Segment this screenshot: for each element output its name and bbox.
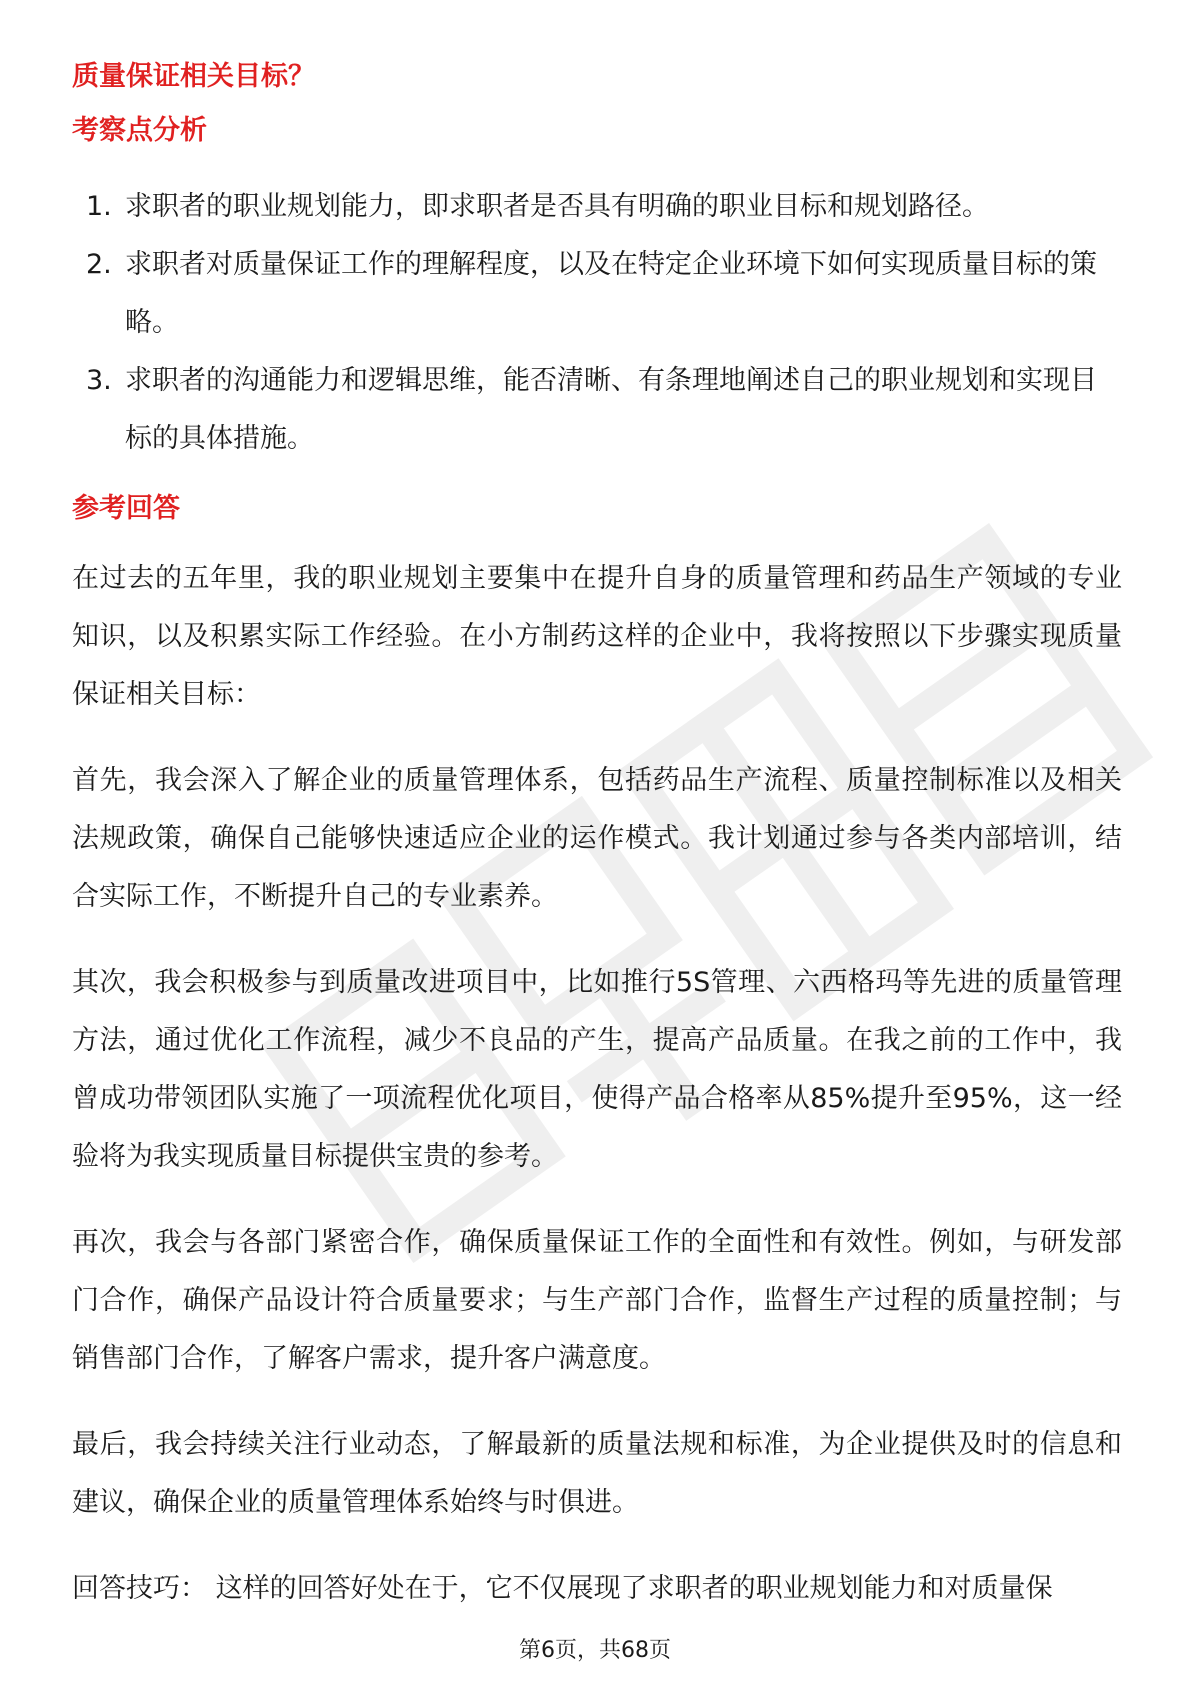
analysis-item-number: 1.: [86, 191, 112, 222]
question-title: 质量保证相关目标？: [72, 61, 315, 92]
analysis-item-text: 求职者的沟通能力和逻辑思维，能否清晰、有条理地阐述自己的职业规划和实现目标的具体措施。: [125, 365, 1097, 454]
answer-paragraph-third: 再次，我会与各部门紧密合作，确保质量保证工作的全面性和有效性。例如，与研发部门合作，确保产品设计符合质量要求；与生产部门合作，监督生产过程的质量控制；与销售部门合作，了解客户需求，提升客户满意度。: [72, 1227, 1122, 1374]
answer-heading: 参考回答: [72, 493, 180, 524]
answer-paragraph-first: 首先，我会深入了解企业的质量管理体系，包括药品生产流程、质量控制标准以及相关法规政策，确保自己能够快速适应企业的运作模式。我计划通过参与各类内部培训，结合实际工作，不断提升自己的专业素养。: [72, 765, 1122, 912]
page-number-footer: 第6页，共68页: [519, 1638, 671, 1663]
analysis-item: [72, 236, 1122, 352]
answer-tips: 回答技巧： 这样的回答好处在于，它不仅展现了求职者的职业规划能力和对质量保: [72, 1573, 1053, 1604]
analysis-item-text: 求职者对质量保证工作的理解程度，以及在特定企业环境下如何实现质量目标的策略。: [125, 249, 1097, 338]
analysis-list: [72, 178, 1122, 468]
answer-paragraph-second: 其次，我会积极参与到质量改进项目中，比如推行5S管理、六西格玛等先进的质量管理方法，通过优化工作流程，减少不良品的产生，提高产品质量。在我之前的工作中，我曾成功带领团队实施了一项流程优化项目，使得产品合格率从85%提升至95%，这一经验将为我实现质量目标提供宝贵的参考。: [72, 967, 1122, 1172]
answer-paragraph-last: 最后，我会持续关注行业动态，了解最新的质量法规和标准，为企业提供及时的信息和建议，确保企业的质量管理体系始终与时俱进。: [72, 1429, 1122, 1518]
analysis-item-number: 2.: [86, 249, 112, 280]
analysis-heading: 考察点分析: [72, 115, 207, 146]
answer-paragraph-intro: 在过去的五年里，我的职业规划主要集中在提升自身的质量管理和药品生产领域的专业知识，以及积累实际工作经验。在小方制药这样的企业中，我将按照以下步骤实现质量保证相关目标：: [72, 563, 1122, 710]
analysis-item: [72, 352, 1122, 468]
analysis-item-text: 求职者的职业规划能力，即求职者是否具有明确的职业目标和规划路径。: [125, 191, 989, 222]
document-page: [72, 48, 1122, 1618]
analysis-item-number: 3.: [86, 365, 112, 396]
analysis-item: [72, 178, 1122, 236]
